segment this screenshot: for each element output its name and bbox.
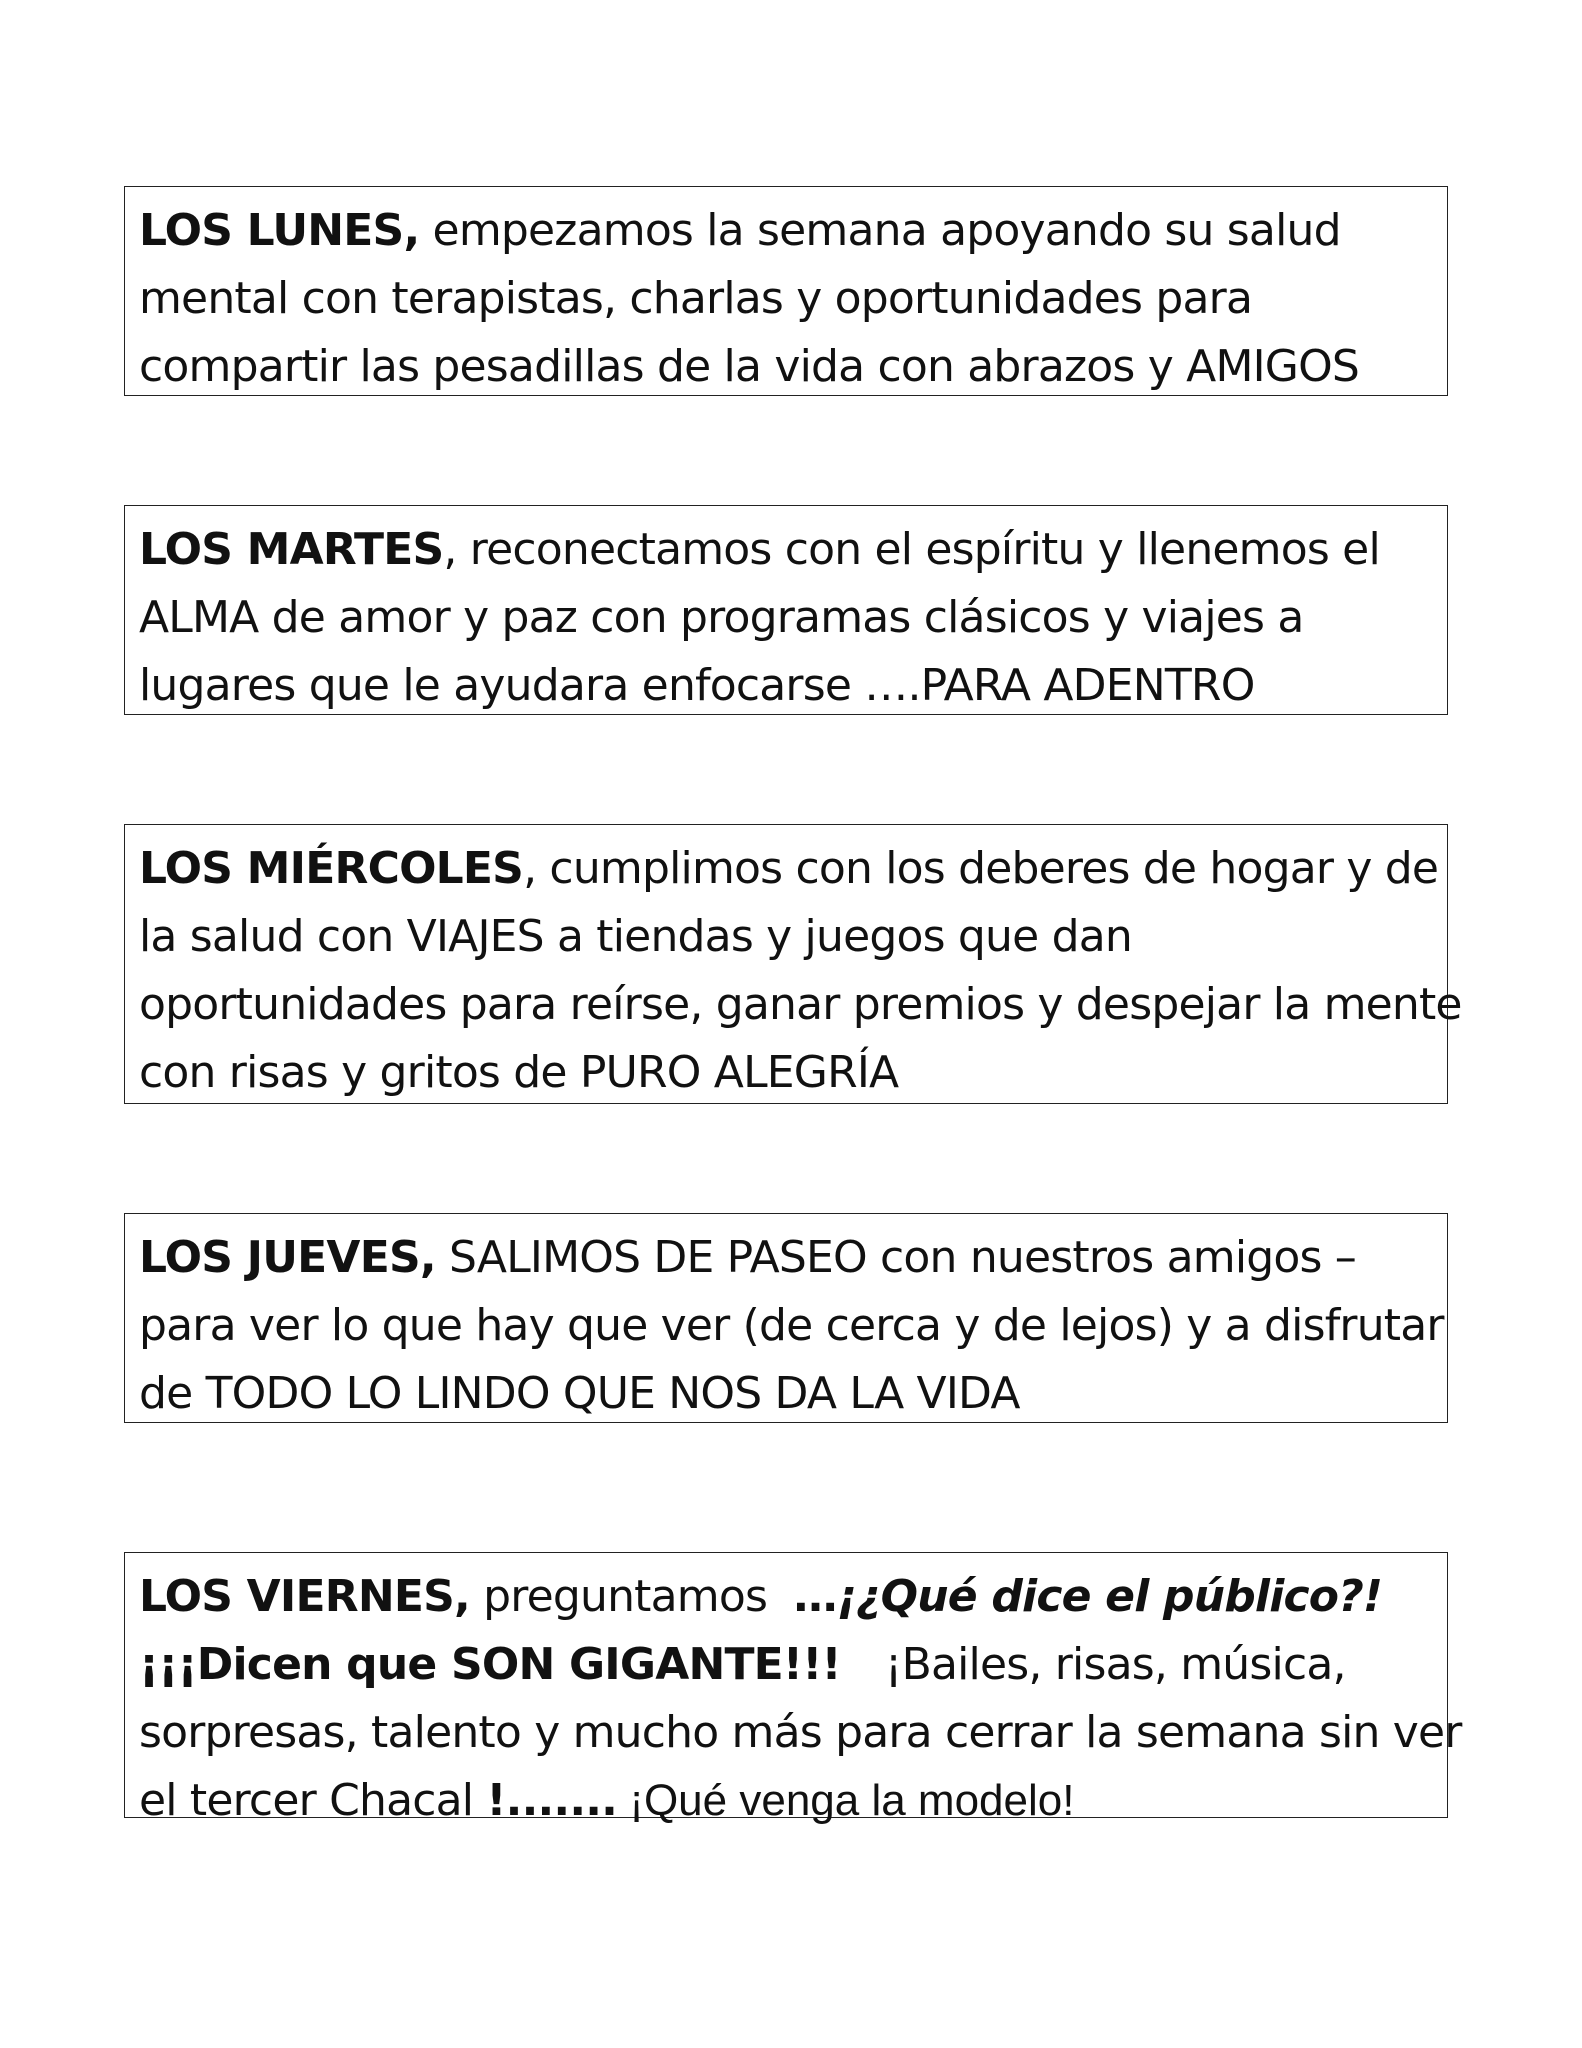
- wednesday-line-3: oportunidades para reírse, ganar premios y despejar la mente: [139, 979, 1462, 1030]
- monday-line-1: [139, 197, 1433, 265]
- friday-question: ¡¿Qué dice el público?!: [836, 1571, 1383, 1622]
- friday-chacal: el tercer Chacal: [139, 1775, 487, 1826]
- wednesday-text: , cumplimos con los deberes de hogar y de: [523, 843, 1439, 894]
- monday-line-2: mental con terapistas, charlas y oportunidades para: [139, 273, 1253, 324]
- monday-heading: LOS LUNES,: [139, 205, 420, 256]
- monday-text: empezamos la semana apoyando su salud: [419, 205, 1341, 256]
- wednesday-line-1: [139, 835, 1439, 903]
- thursday-heading: LOS JUEVES,: [139, 1232, 436, 1283]
- thursday-line-3: de TODO LO LINDO QUE NOS DA LA VIDA: [139, 1368, 1020, 1419]
- tuesday-line-1: [139, 516, 1433, 584]
- thursday-box: [124, 1213, 1448, 1423]
- friday-text: preguntamos: [469, 1571, 794, 1622]
- wednesday-box: [124, 824, 1462, 1104]
- friday-activities: ¡Bailes, risas, música,: [884, 1639, 1346, 1690]
- wednesday-heading: LOS MIÉRCOLES: [139, 843, 524, 894]
- tuesday-line-3: lugares que le ayudara enfocarse ….PARA ADENTRO: [139, 660, 1255, 711]
- friday-dots: !.......: [486, 1775, 618, 1826]
- friday-heading: LOS VIERNES,: [139, 1571, 470, 1622]
- tuesday-heading: LOS MARTES: [139, 524, 444, 575]
- monday-box: [124, 186, 1448, 396]
- tuesday-text: , reconectamos con el espíritu y llenemos el: [443, 524, 1380, 575]
- friday-line-3: sorpresas, talento y mucho más para cerrar la semana sin ver: [139, 1707, 1462, 1758]
- wednesday-line-2: la salud con VIAJES a tiendas y juegos que dan: [139, 911, 1132, 962]
- friday-box: [124, 1552, 1462, 1826]
- thursday-line-2: para ver lo que hay que ver (de cerca y de lejos) y a disfrutar: [139, 1300, 1444, 1351]
- friday-ellipsis: …: [793, 1571, 837, 1622]
- monday-line-3: compartir las pesadillas de la vida con abrazos y AMIGOS: [139, 341, 1360, 392]
- friday-line-2: [139, 1631, 1433, 1699]
- tuesday-box: [124, 505, 1448, 715]
- thursday-text: SALIMOS DE PASEO con nuestros amigos –: [435, 1232, 1357, 1283]
- friday-exclamation: ¡¡¡Dicen que SON GIGANTE!!!: [139, 1639, 841, 1690]
- thursday-line-1: [139, 1224, 1433, 1292]
- friday-line-1: [139, 1563, 1433, 1631]
- tuesday-line-2: ALMA de amor y paz con programas clásicos y viajes a: [139, 592, 1304, 643]
- wednesday-line-4: con risas y gritos de PURO ALEGRÍA: [139, 1047, 899, 1098]
- friday-line-4: [139, 1767, 1433, 1835]
- friday-closing: ¡Qué venga la modelo!: [617, 1776, 1075, 1825]
